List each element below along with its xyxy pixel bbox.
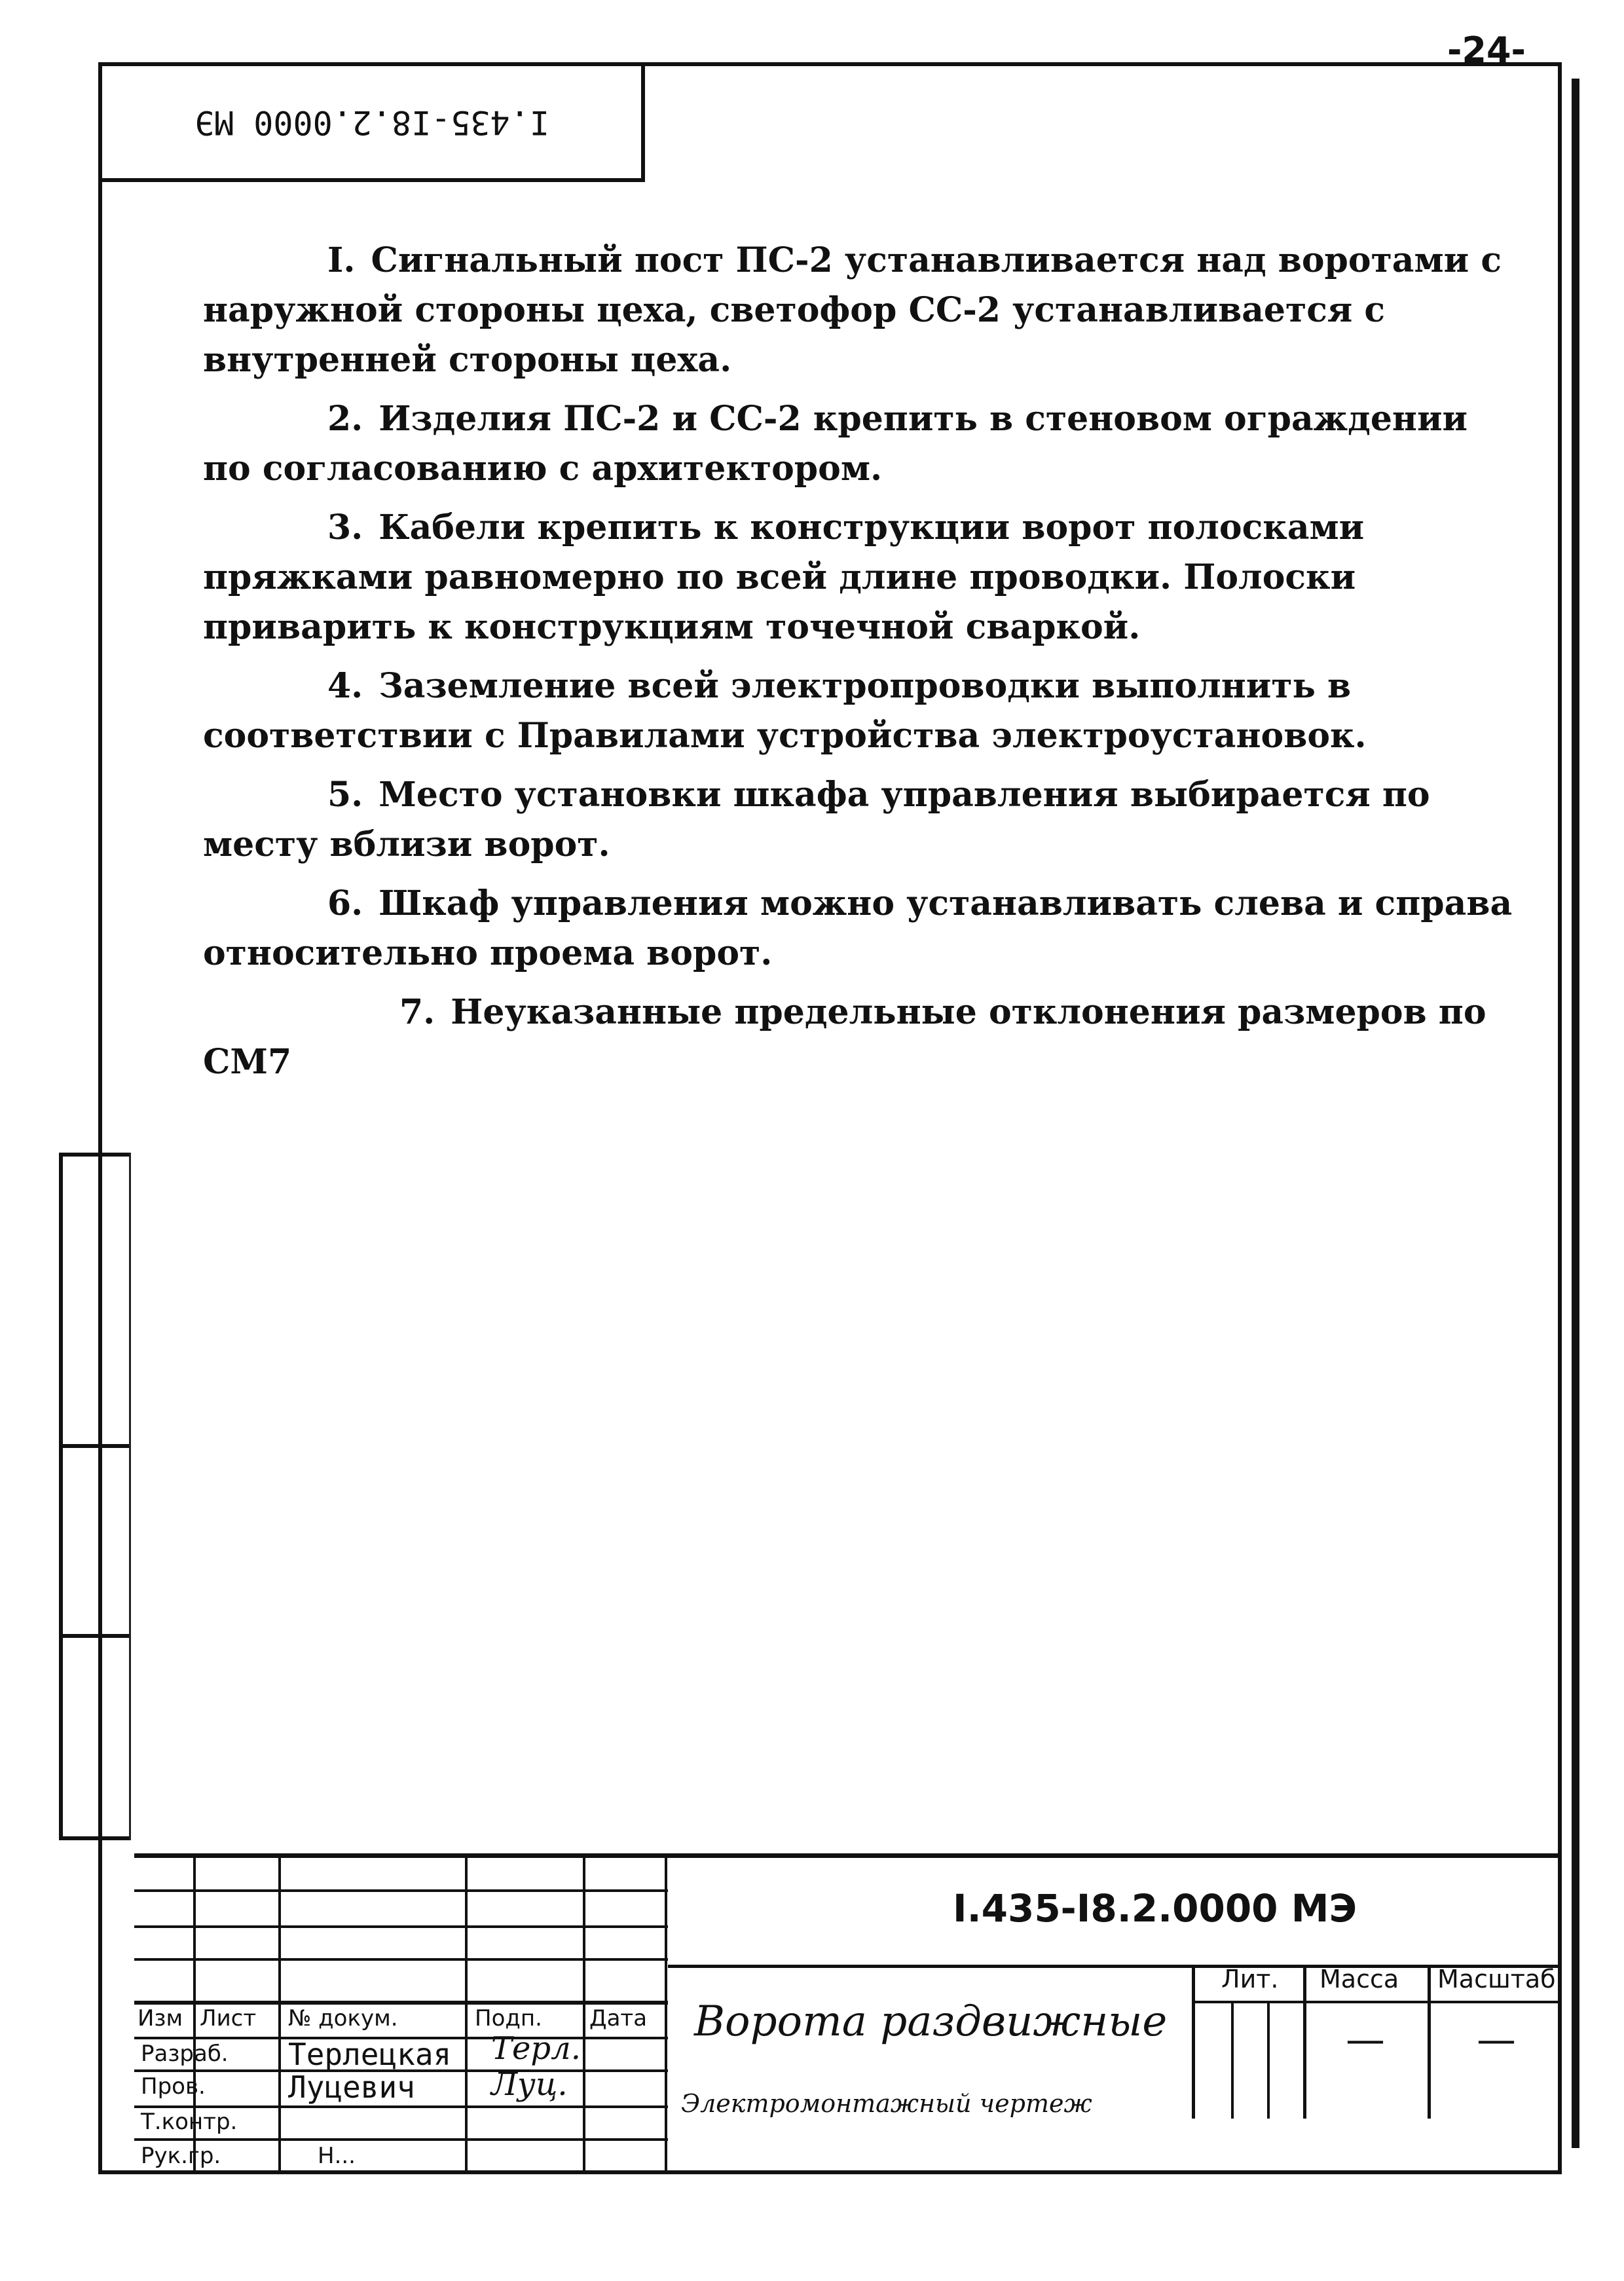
- lit-label: Лит.: [1221, 1965, 1279, 1994]
- role-developer: Разраб.: [141, 2041, 229, 2067]
- note-item: [203, 394, 1526, 494]
- note-number: 3.: [327, 508, 363, 547]
- note-number: 6.: [327, 883, 363, 923]
- scale-label: Масштаб: [1437, 1965, 1556, 1994]
- checker-name: Луцевич: [288, 2069, 415, 2105]
- note-text: Место установки шкафа управления выбирается по месту вблизи ворот.: [203, 775, 1430, 864]
- document-subtitle: Электромонтажный чертеж: [681, 2089, 1092, 2118]
- col-date: Дата: [589, 2005, 648, 2031]
- document-designation: I.435-I8.2.0000 МЭ: [953, 1886, 1357, 1931]
- stamp-box: [98, 62, 645, 182]
- note-text: Сигнальный пост ПС-2 устанавливается над воротами с наружной стороны цеха, светофор СС-2 устанавливается с внутренней стороны цеха.: [203, 240, 1502, 380]
- note-text: Изделия ПС-2 и СС-2 крепить в стеновом ограждении по согласованию с архитектором.: [203, 399, 1468, 489]
- note-number: I.: [327, 240, 356, 280]
- role-tech-control: Т.контр.: [141, 2109, 238, 2135]
- col-list: Лист: [200, 2005, 257, 2031]
- note-number: 4.: [327, 666, 363, 706]
- note-number: 5.: [327, 775, 363, 815]
- role-checker: Пров.: [141, 2073, 206, 2100]
- col-izm: Изм: [138, 2005, 183, 2031]
- note-item: [203, 236, 1526, 385]
- role-group-lead: Рук.гр.: [141, 2143, 221, 2169]
- frame-edge-bar: [1572, 79, 1579, 2148]
- developer-signature: Терл.: [491, 2030, 581, 2067]
- page-number: -24-: [1447, 29, 1526, 71]
- note-text: Заземление всей электропроводки выполнить в соответствии с Правилами устройства электроустановок.: [203, 666, 1367, 756]
- notes-list: [203, 236, 1526, 1096]
- note-text: Кабели крепить к конструкции ворот полосками пряжками равномерно по всей длине проводки. Полоски приварить к конструкциям точечной сваркой.: [203, 508, 1365, 647]
- note-number: 7.: [399, 992, 435, 1032]
- mass-label: Масса: [1320, 1965, 1399, 1994]
- note-item: [203, 503, 1526, 652]
- lit-mass-scale-block: [1192, 1965, 1562, 2119]
- scale-value: —: [1477, 2017, 1516, 2063]
- stamp-code: I.435-I8.2.0000 МЭ: [194, 103, 549, 141]
- checker-signature: Луц.: [491, 2066, 568, 2103]
- note-item: [203, 661, 1526, 761]
- group-lead-name: Н...: [318, 2143, 356, 2169]
- side-signature-strip: [59, 1153, 131, 1840]
- mass-value: —: [1346, 2017, 1385, 2063]
- note-item: [203, 770, 1526, 870]
- col-doc: № докум.: [288, 2005, 398, 2031]
- title-block-grid: [134, 1853, 668, 2174]
- note-number: 2.: [327, 399, 363, 439]
- developer-name: Терлецкая: [288, 2037, 452, 2072]
- note-text: Шкаф управления можно устанавливать слева и справа относительно проема ворот.: [203, 883, 1513, 973]
- note-item: [203, 988, 1526, 1087]
- note-text: Неуказанные предельные отклонения размеров по СМ7: [203, 992, 1486, 1082]
- note-item: [203, 879, 1526, 978]
- col-sign: Подп.: [475, 2005, 542, 2031]
- document-title: Ворота раздвижные: [694, 1997, 1168, 2046]
